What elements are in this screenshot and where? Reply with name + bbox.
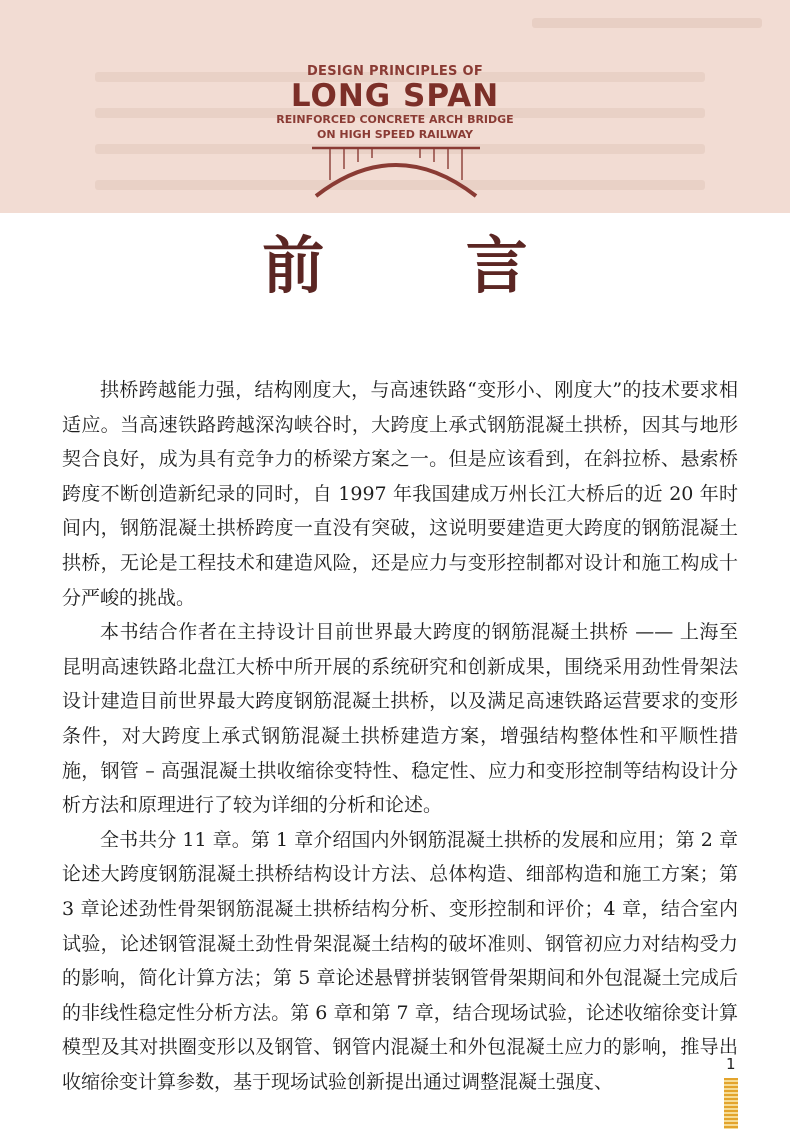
page-edge-marker — [724, 1078, 738, 1129]
header-banner — [0, 0, 790, 213]
page-number: 1 — [726, 1055, 736, 1073]
logo-main-title: LONG SPAN — [290, 78, 500, 114]
paragraph-1: 拱桥跨越能力强，结构刚度大，与高速铁路“变形小、刚度大”的技术要求相适应。当高速铁路跨越深沟峡谷时，大跨度上承式钢筋混凝土拱桥，因其与地形契合良好，成为具有竞争力的桥梁方案之一。但是应该看到，在斜拉桥、悬索桥跨度不断创造新纪录的同时，自 1997 年我国建成万州长江大桥后的近 20 年时间内，钢筋混凝土拱桥跨度一直没有突破，这说明要建造更大跨度的钢筋混凝土拱桥，无论是工程技术和建造风险，还是应力与变形控制都对设计和施工构成十分严峻的挑战。 — [62, 379, 738, 609]
logo-line-4: ON HIGH SPEED RAILWAY — [316, 128, 474, 141]
body-text — [62, 373, 738, 1099]
book-logo — [0, 0, 790, 213]
logo-line-1: DESIGN PRINCIPLES OF — [306, 64, 484, 79]
logo-line-3: REINFORCED CONCRETE ARCH BRIDGE — [276, 113, 514, 126]
arch-bridge-icon — [310, 140, 482, 198]
paragraph-3: 全书共分 11 章。第 1 章介绍国内外钢筋混凝土拱桥的发展和应用；第 2 章论述大跨度钢筋混凝土拱桥结构设计方法、总体构造、细部构造和施工方案；第 3 章论述劲性骨架钢筋混凝土拱桥结构分析、变形控制和评价；4 章，结合室内试验，论述钢管混凝土劲性骨架混凝土结构的破坏准则、钢管初应力对结构受力的影响，简化计算方法；第 5 章论述悬臂拼装钢管骨架期间和外包混凝土完成后的非线性稳定性分析方法。第 6 章和第 7 章，结合现场试验，论述收缩徐变计算模型及其对拱圈变形以及钢管、钢管内混凝土和外包混凝土应力的影响，推导出收缩徐变计算参数，基于现场试验创新提出通过调整混凝土强度、 — [62, 828, 738, 1093]
paragraph-2: 本书结合作者在主持设计目前世界最大跨度的钢筋混凝土拱桥 —— 上海至昆明高速铁路北盘江大桥中所开展的系统研究和创新成果，围绕采用劲性骨架法设计建造目前世界最大跨度钢筋混凝土拱桥，以及满足高速铁路运营要求的变形条件，对大跨度上承式钢筋混凝土拱桥建造方案，增强结构整体性和平顺性措施，钢管 – 高强混凝土拱收缩徐变特性、稳定性、应力和变形控制等结构设计分析方法和原理进行了较为详细的分析和论述。 — [62, 621, 738, 817]
page-title: 前 言 — [262, 229, 588, 302]
